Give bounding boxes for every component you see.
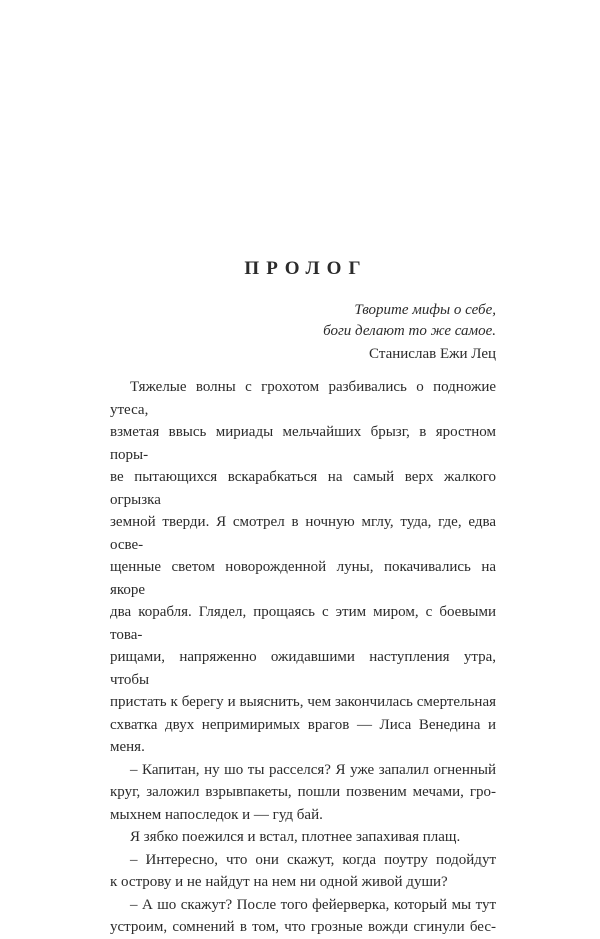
epigraph: [323, 300, 496, 365]
text-line: взметая ввысь мириады мельчайших брызг, в яростном поры-: [110, 424, 496, 463]
text-line: земной тверди. Я смотрел в ночную мглу, туда, где, едва осве-: [110, 514, 496, 553]
text-line: – Интересно, что они скажут, когда поутру подойдут: [130, 851, 496, 868]
text-line: щенные светом новорожденной луны, покачивались на якоре: [110, 559, 496, 598]
text-line: – Капитан, ну шо ты расселся? Я уже запалил огненный: [130, 761, 496, 778]
text-line: рищами, напряженно ожидавшими наступления утра, чтобы: [110, 649, 496, 688]
text-line: схватка двух непримиримых врагов — Лиса Венедина и меня.: [110, 716, 496, 755]
text-line: пристать к берегу и выяснить, чем закончилась смертельная: [110, 694, 496, 710]
text-line: два корабля. Глядел, прощаясь с этим миром, с боевыми това-: [110, 604, 496, 643]
epigraph-line: Творите мифы о себе,: [354, 302, 496, 318]
text-line: ве пытающихся вскарабкаться на самый верх жалкого огрызка: [110, 469, 496, 508]
text-line: к острову и не найдут на нем ни одной живой души?: [110, 874, 448, 890]
epigraph-line: боги делают то же самое.: [323, 323, 496, 339]
chapter-title: ПРОЛОГ: [244, 258, 368, 279]
text-line: устроим, сомнений в том, что грозные вожди сгинули бес-: [110, 919, 496, 935]
text-line: Тяжелые волны с грохотом разбивались о подножие утеса,: [110, 379, 496, 418]
text-line: мыхнем напоследок и — гуд бай.: [110, 806, 323, 823]
body-text: [110, 376, 496, 939]
epigraph-author: Станислав Ежи Лец: [369, 346, 496, 362]
text-line: – А шо скажут? После того фейерверка, который мы тут: [130, 896, 496, 913]
text-line: Я зябко поежился и встал, плотнее запахивая плащ.: [130, 829, 461, 845]
text-line: круг, заложил взрывпакеты, пошли позвеним мечами, гро-: [110, 784, 496, 800]
